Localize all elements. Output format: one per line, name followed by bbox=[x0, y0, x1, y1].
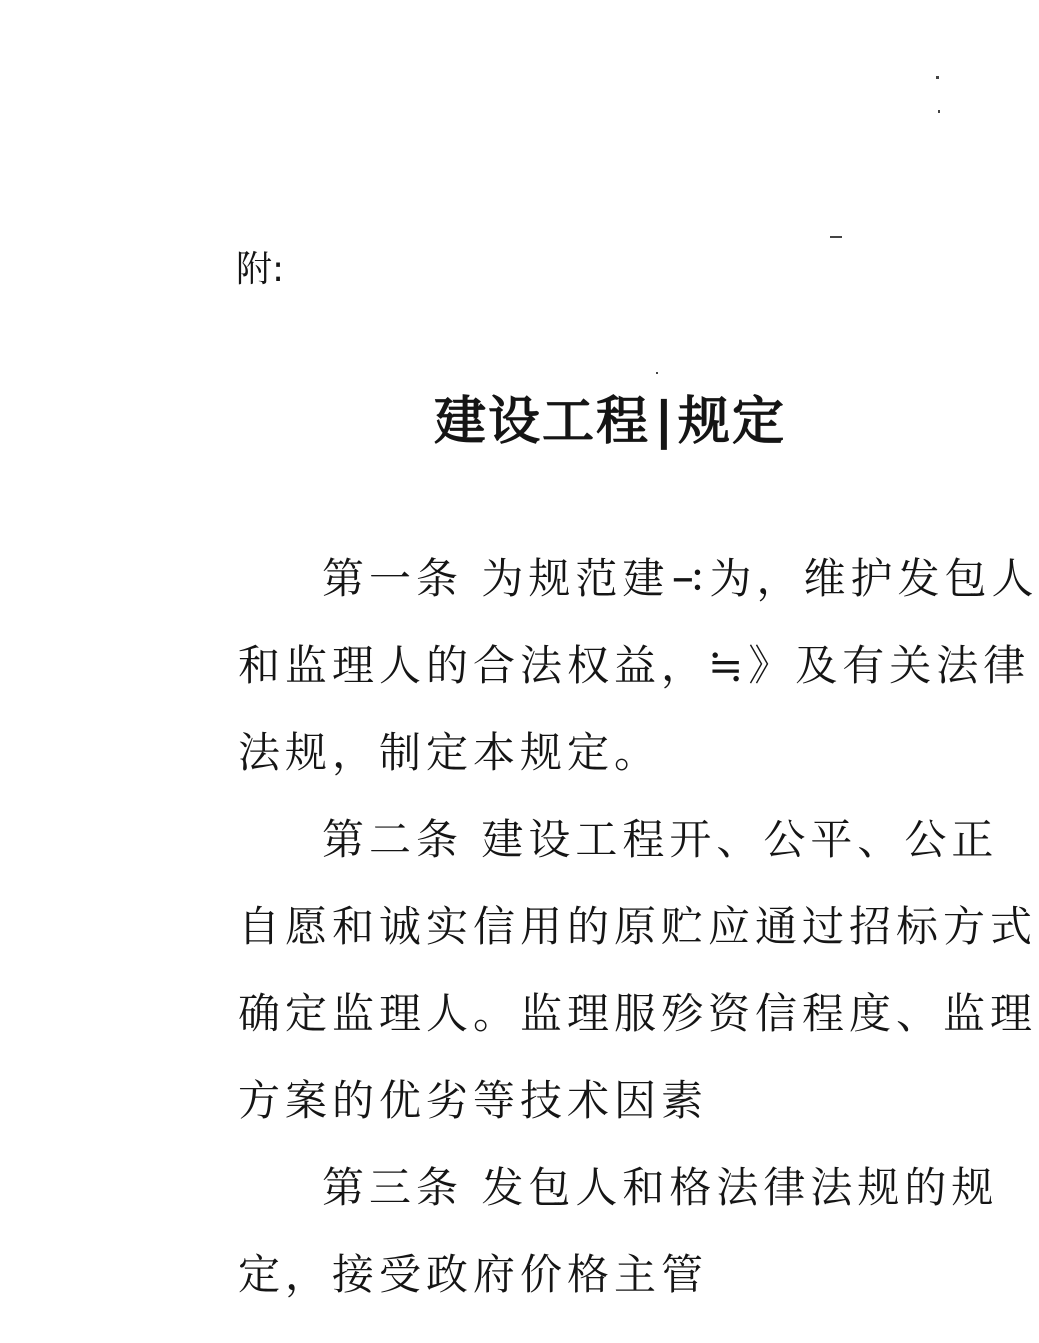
body-line-7: 方案的优劣等技术因素 bbox=[238, 1076, 709, 1125]
body-line-6: 确定监理人。监理服殄资信程度、监理 bbox=[238, 989, 1038, 1038]
body-line-1: 第一条 为规范建∹为，维护发包人 bbox=[322, 554, 1039, 603]
body-line-5: 自愿和诚实信用的原贮应通过招标方式 bbox=[238, 902, 1038, 951]
document-title: 建设工程∣规定 bbox=[434, 392, 787, 452]
scan-speck bbox=[656, 372, 658, 374]
scan-speck bbox=[938, 110, 940, 113]
body-line-8: 第三条 发包人和格法律法规的规 bbox=[322, 1163, 999, 1212]
body-line-2: 和监理人的合法权益，≒》及有关法律 bbox=[238, 641, 1031, 690]
scan-speck bbox=[830, 236, 842, 238]
body-line-4: 第二条 建设工程开、公平、公正 bbox=[322, 815, 999, 864]
scan-speck bbox=[936, 76, 939, 79]
body-line-9: 定，接受政府价格主管 bbox=[238, 1250, 709, 1299]
attachment-label: 附: bbox=[236, 249, 285, 290]
body-line-3: 法规，制定本规定。 bbox=[238, 728, 662, 777]
